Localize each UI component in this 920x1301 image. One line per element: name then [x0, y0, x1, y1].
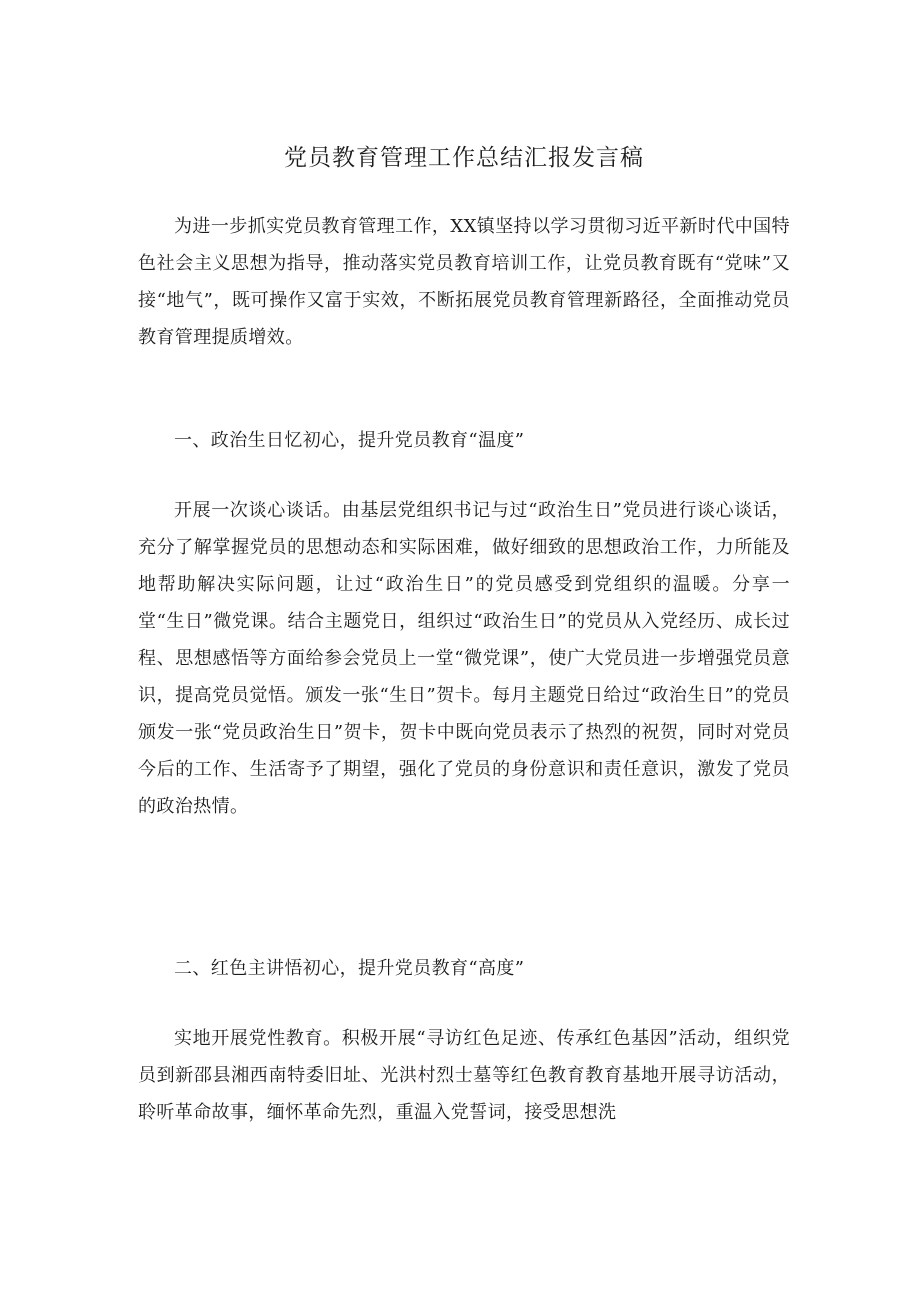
section-2-body: 实地开展党性教育。积极开展“寻访红色足迹、传承红色基因”活动，组织党员到新邵县湘西南特委旧址、光洪村烈士墓等红色教育教育基地开展寻访活动，聆听革命故事，缅怀革命先烈，重温入党誓词，接受思想洗 [138, 1028, 790, 1123]
intro-paragraph: 为进一步抓实党员教育管理工作，XX镇坚持以学习贯彻习近平新时代中国特色社会主义思想为指导，推动落实党员教育培训工作，让党员教育既有“党味”又接“地气”，既可操作又富于实效，不断拓展党员教育管理新路径，全面推动党员教育管理提质增效。 [138, 216, 790, 348]
section-2-heading: 二、红色主讲悟初心，提升党员教育“高度” [174, 958, 525, 979]
document-title: 党员教育管理工作总结汇报发言稿 [284, 145, 644, 171]
section-1-heading: 一、政治生日忆初心，提升党员教育“温度” [174, 430, 525, 451]
section-1-body: 开展一次谈心谈话。由基层党组织书记与过“政治生日”党员进行谈心谈话，充分了解掌握党员的思想动态和实际困难，做好细致的思想政治工作，力所能及地帮助解决实际问题，让过“政治生日”的党员感受到党组织的温暖。分享一堂“生日”微党课。结合主题党日，组织过“政治生日”的党员从入党经历、成长过程、思想感悟等方面给参会党员上一堂“微党课”，使广大党员进一步增强党员意识，提高党员觉悟。颁发一张“生日”贺卡。每月主题党日给过“政治生日”的党员颁发一张“党员政治生日”贺卡，贺卡中既向党员表示了热烈的祝贺，同时对党员今后的工作、生活寄予了期望，强化了党员的身份意识和责任意识，激发了党员的政治热情。 [138, 500, 790, 817]
